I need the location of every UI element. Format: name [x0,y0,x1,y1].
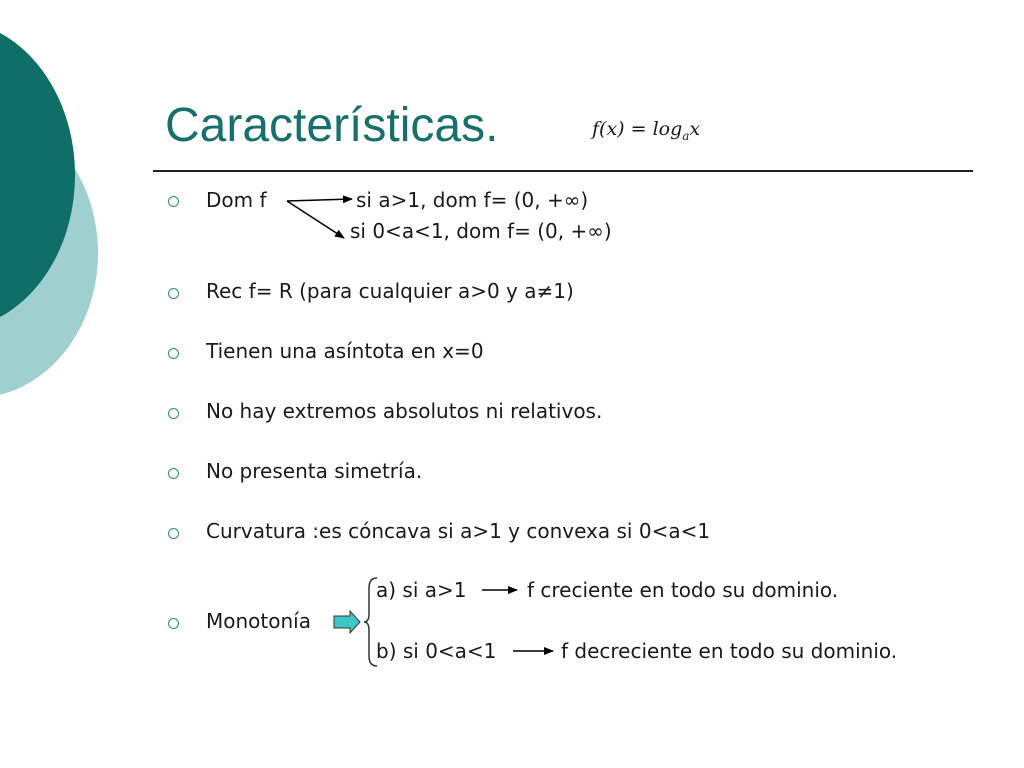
monotonia-case-a-cond: a) si a>1 [376,578,467,602]
monotonia-label: Monotonía [206,609,311,633]
bullet-icon [168,408,179,419]
formula [592,118,700,143]
bullet-icon [168,618,179,629]
bullet-icon [168,348,179,359]
bullet-icon [168,528,179,539]
monotonia-case-b-result: f decreciente en todo su dominio. [561,639,898,663]
formula-subscript: a [682,128,690,143]
dom-arrow-lower-icon [287,201,344,238]
rec-text: Rec f= R (para cualquier a>0 y a≠1) [206,279,574,303]
slide-title: Características. [165,99,499,152]
asymptote-text: Tienen una asíntota en x=0 [206,339,484,363]
dom-label: Dom f [206,188,267,212]
monotonia-case-a-result: f creciente en todo su dominio. [527,578,839,602]
formula-suffix: x [689,118,701,140]
dom-case-1: si a>1, dom f= (0, +∞) [356,188,589,212]
monotonia-arrow-icon [334,611,360,633]
bullet-icon [168,288,179,299]
bullet-icon [168,196,179,207]
symmetry-text: No presenta simetría. [206,459,423,483]
dom-arrow-upper-icon [287,199,352,201]
monotonia-case-b-cond: b) si 0<a<1 [376,639,497,663]
bullet-icon [168,468,179,479]
curvature-text: Curvatura :es cóncava si a>1 y convexa si 0<a<1 [206,519,711,543]
title-divider [153,170,973,172]
extremes-text: No hay extremos absolutos ni relativos. [206,399,603,423]
dom-case-2: si 0<a<1, dom f= (0, +∞) [350,219,612,243]
formula-prefix: f(x) = log [592,118,683,140]
